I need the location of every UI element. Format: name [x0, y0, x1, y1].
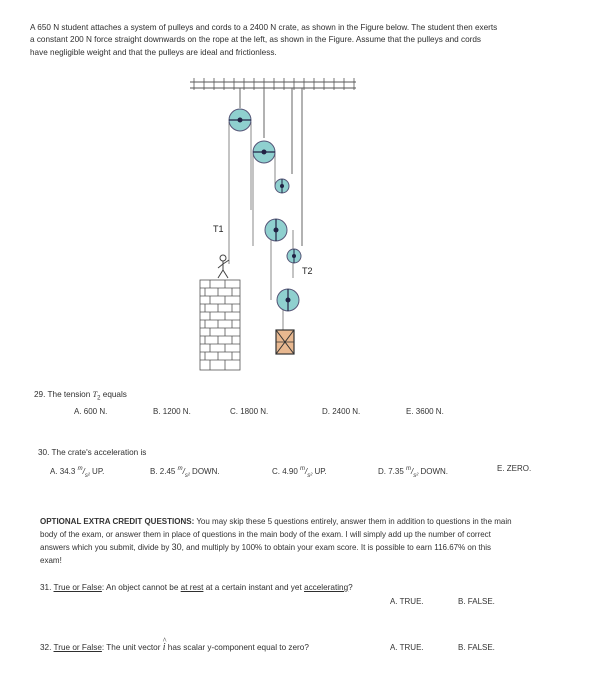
brick-wall: [200, 280, 240, 370]
intro-line-1: A 650 N student attaches a system of pulleys and cords to a 2400 N crate, as shown in the Figure below. The student then exerts: [30, 23, 498, 32]
student-figure: [218, 255, 229, 278]
unit-fraction: $^m/_{s^2}$: [77, 466, 90, 479]
problem-intro: [30, 22, 580, 59]
unit-fraction: $^m/_{s^2}$: [406, 466, 419, 479]
q30-option-c[interactable]: C. 4.90 $^m/_{s^2}$ UP.: [272, 463, 327, 482]
q29-option-e[interactable]: E. 3600 N.: [406, 407, 444, 416]
pulley-6: [277, 289, 299, 311]
q29-option-a[interactable]: A. 600 N.: [74, 407, 108, 416]
q30-prompt: 30. The crate's acceleration is: [38, 448, 147, 457]
extra-line-3: answers which you submit, divide by 30, and multiply by 100% to obtain your exam score. It is possible to earn 116.67% on this: [40, 542, 491, 553]
q29-prompt: 29. The tension $T_2$ equals: [34, 390, 127, 402]
intro-line-3: have negligible weight and that the pulleys are ideal and frictionless.: [30, 47, 277, 57]
q32-option-false[interactable]: B. FALSE.: [458, 643, 495, 652]
ceiling-beam: [190, 78, 356, 90]
q29-option-d[interactable]: D. 2400 N.: [322, 407, 361, 416]
pulley-1: [229, 109, 251, 131]
q29-option-b[interactable]: B. 1200 N.: [153, 407, 191, 416]
unit-vector-i: ^ i: [163, 642, 166, 653]
pulley-3: [275, 179, 289, 193]
extra-line-4: exam!: [40, 555, 62, 565]
crate: [276, 330, 294, 354]
q31-prompt: 31. True or False: An object cannot be at rest at a certain instant and yet accelerating?: [40, 583, 353, 592]
pulley-5: [287, 249, 301, 263]
extra-line-1: OPTIONAL EXTRA CREDIT QUESTIONS: You may skip these 5 questions entirely, answer them in addition to questions in the main: [40, 517, 512, 526]
t1-label: T1: [213, 224, 224, 234]
pulley-2: [253, 141, 275, 163]
extra-credit-instructions: [40, 516, 560, 567]
pulley-4: [265, 219, 287, 241]
q32-prompt: 32. True or False: The unit vector ^ i has scalar y-component equal to zero?: [40, 642, 309, 654]
extra-line-2: body of the exam, or answer them in place of questions in the main body of the exam. I will simply add up the number of correct: [40, 529, 491, 539]
q32-option-true[interactable]: A. TRUE.: [390, 643, 424, 652]
unit-fraction: $^m/_{s^2}$: [300, 466, 313, 479]
q30-option-b[interactable]: B. 2.45 $^m/_{s^2}$ DOWN.: [150, 463, 220, 482]
q30-option-d[interactable]: D. 7.35 $^m/_{s^2}$ DOWN.: [378, 463, 448, 482]
extra-heading: OPTIONAL EXTRA CREDIT QUESTIONS:: [40, 517, 195, 526]
q30-option-a[interactable]: A. 34.3 $^m/_{s^2}$ UP.: [50, 463, 104, 482]
q31-option-true[interactable]: A. TRUE.: [390, 597, 424, 606]
t2-label: T2: [302, 266, 313, 276]
q30-option-e[interactable]: E. ZERO.: [497, 464, 532, 473]
pulley-diagram: [180, 68, 370, 378]
q31-option-false[interactable]: B. FALSE.: [458, 597, 495, 606]
q29-option-c[interactable]: C. 1800 N.: [230, 407, 269, 416]
unit-fraction: $^m/_{s^2}$: [177, 466, 190, 479]
intro-line-2: a constant 200 N force straight downwards on the rope at the left, as shown in the Figure. Assume that the pulleys and cords: [30, 35, 482, 45]
